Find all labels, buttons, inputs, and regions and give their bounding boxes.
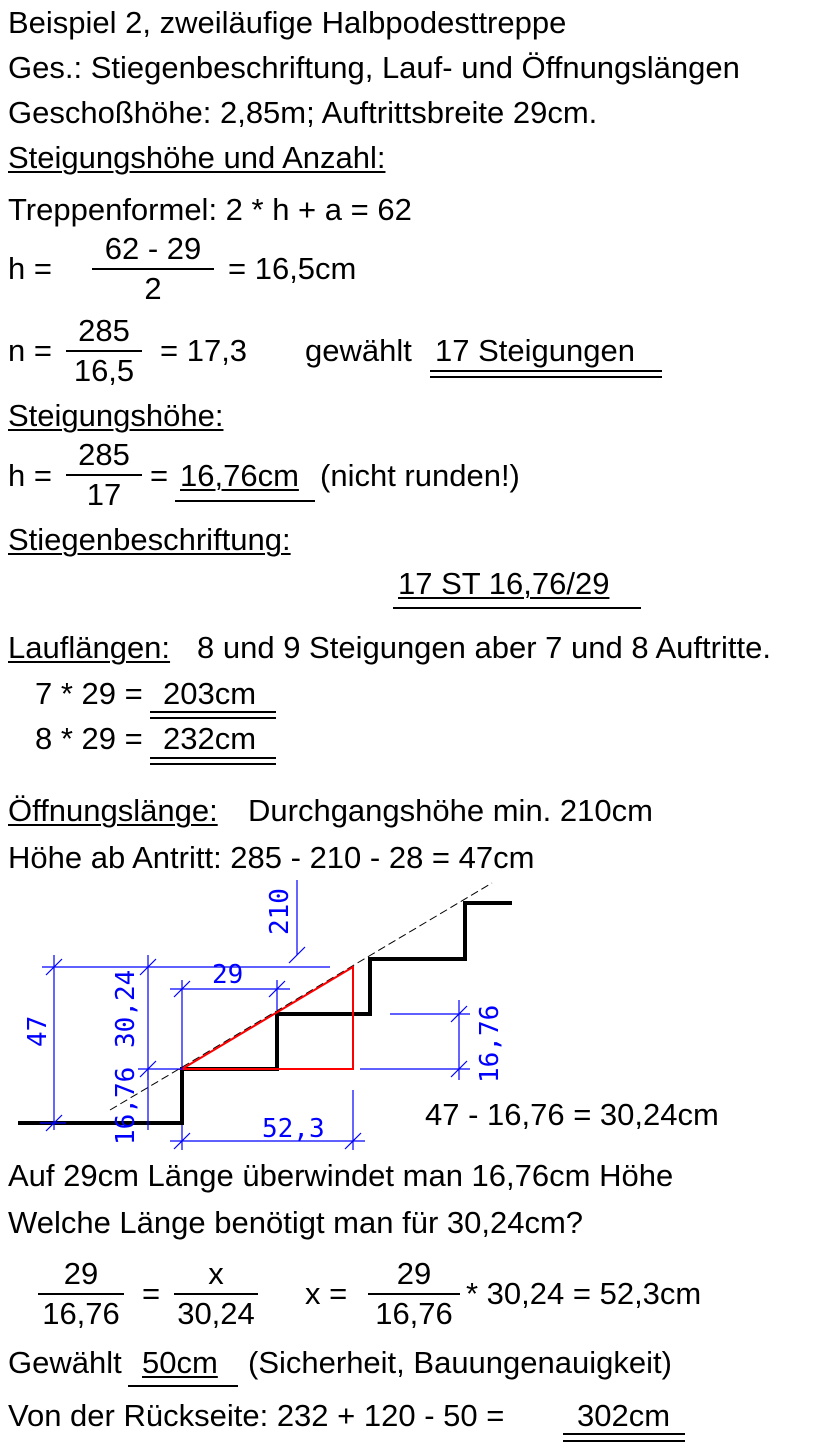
x-numerator: 29 [396,1256,432,1291]
proportion-text-2: Welche Länge benötigt man für 30,24cm? [8,1205,584,1240]
dim-29: 29 [212,960,244,990]
prop2-numerator: x [208,1256,224,1291]
dim-47: 47 [23,1015,53,1047]
task-line: Ges.: Stiegenbeschriftung, Lauf- und Öffnungslängen [8,50,740,85]
h-lhs: h = [8,251,52,286]
chosen-label: Gewählt [8,1345,122,1380]
run2-calc: 8 * 29 = [35,721,143,756]
n-denominator: 16,5 [73,353,135,388]
run1-calc: 7 * 29 = [35,676,143,711]
section-heading-steigung: Steigungshöhe und Anzahl: [8,140,386,175]
h2-equals: = [150,458,169,493]
n-fraction [66,314,142,388]
x-denominator: 16,76 [375,1296,453,1331]
dim-210: 210 [265,888,295,935]
lauflaengen-text: 8 und 9 Steigungen aber 7 und 8 Auftritte. [197,630,771,665]
height-from-start: Höhe ab Antritt: 285 - 210 - 28 = 47cm [8,840,535,875]
given-line: Geschoßhöhe: 2,85m; Auftrittsbreite 29cm. [8,95,598,130]
proportion-text-1: Auf 29cm Länge überwindet man 16,76cm Höhe [8,1158,674,1193]
prop1-denominator: 16,76 [42,1296,120,1331]
n-chosen-value: 17 Steigungen [435,333,635,368]
dim-523: 52,3 [262,1114,325,1144]
title-line: Beispiel 2, zweiläufige Halbpodesttreppe [8,5,567,40]
n-result: = 17,3 [160,333,248,368]
chosen-value: 50cm [142,1345,218,1380]
h2-lhs: h = [8,458,52,493]
stair-label: 17 ST 16,76/29 [398,566,610,601]
h2-note: (nicht runden!) [320,458,520,493]
stair-formula: Treppenformel: 2 * h + a = 62 [8,192,412,227]
prop2-denominator: 30,24 [177,1296,255,1331]
stair-profile [18,903,512,1123]
section-heading-lauflaengen: Lauflängen: [8,630,171,665]
n-lhs: n = [8,333,52,368]
h2-fraction [66,438,142,512]
rear-calc: Von der Rückseite: 232 + 120 - 50 = [8,1398,505,1433]
chosen-reason: (Sicherheit, Bauungenauigkeit) [248,1345,672,1380]
clearance-triangle [182,967,353,1069]
x-result: * 30,24 = 52,3cm [466,1276,702,1311]
h-fraction [92,232,214,306]
section-heading-steigungshoehe: Steigungshöhe: [8,398,224,433]
h2-value: 16,76cm [180,458,299,493]
h2-denominator: 17 [86,477,122,512]
dim-3024: 30,24 [111,969,141,1048]
section-heading-beschriftung: Stiegenbeschriftung: [8,522,291,557]
h2-numerator: 285 [78,437,130,472]
n-chosen-label: gewählt [305,333,412,368]
section-heading-oeffnung: Öffnungslänge: [8,793,218,828]
rear-result: 302cm [577,1398,671,1433]
x-lhs: x = [305,1276,348,1311]
h-result: = 16,5cm [228,251,357,286]
prop-equals: = [142,1276,161,1311]
dim-1676-right: 16,76 [475,1004,505,1083]
n-numerator: 285 [78,313,130,348]
prop-fraction-1 [38,1257,124,1331]
h-numerator: 62 - 29 [104,231,202,266]
x-fraction [368,1257,460,1331]
h-denominator: 2 [144,271,162,306]
run1-result: 203cm [163,676,257,711]
prop-fraction-2 [174,1257,258,1331]
dim-1676-left: 16,76 [111,1066,141,1145]
run2-result: 232cm [163,721,257,756]
prop1-numerator: 29 [63,1256,99,1291]
difference-calc: 47 - 16,76 = 30,24cm [425,1097,719,1132]
oeffnung-text: Durchgangshöhe min. 210cm [248,793,653,828]
